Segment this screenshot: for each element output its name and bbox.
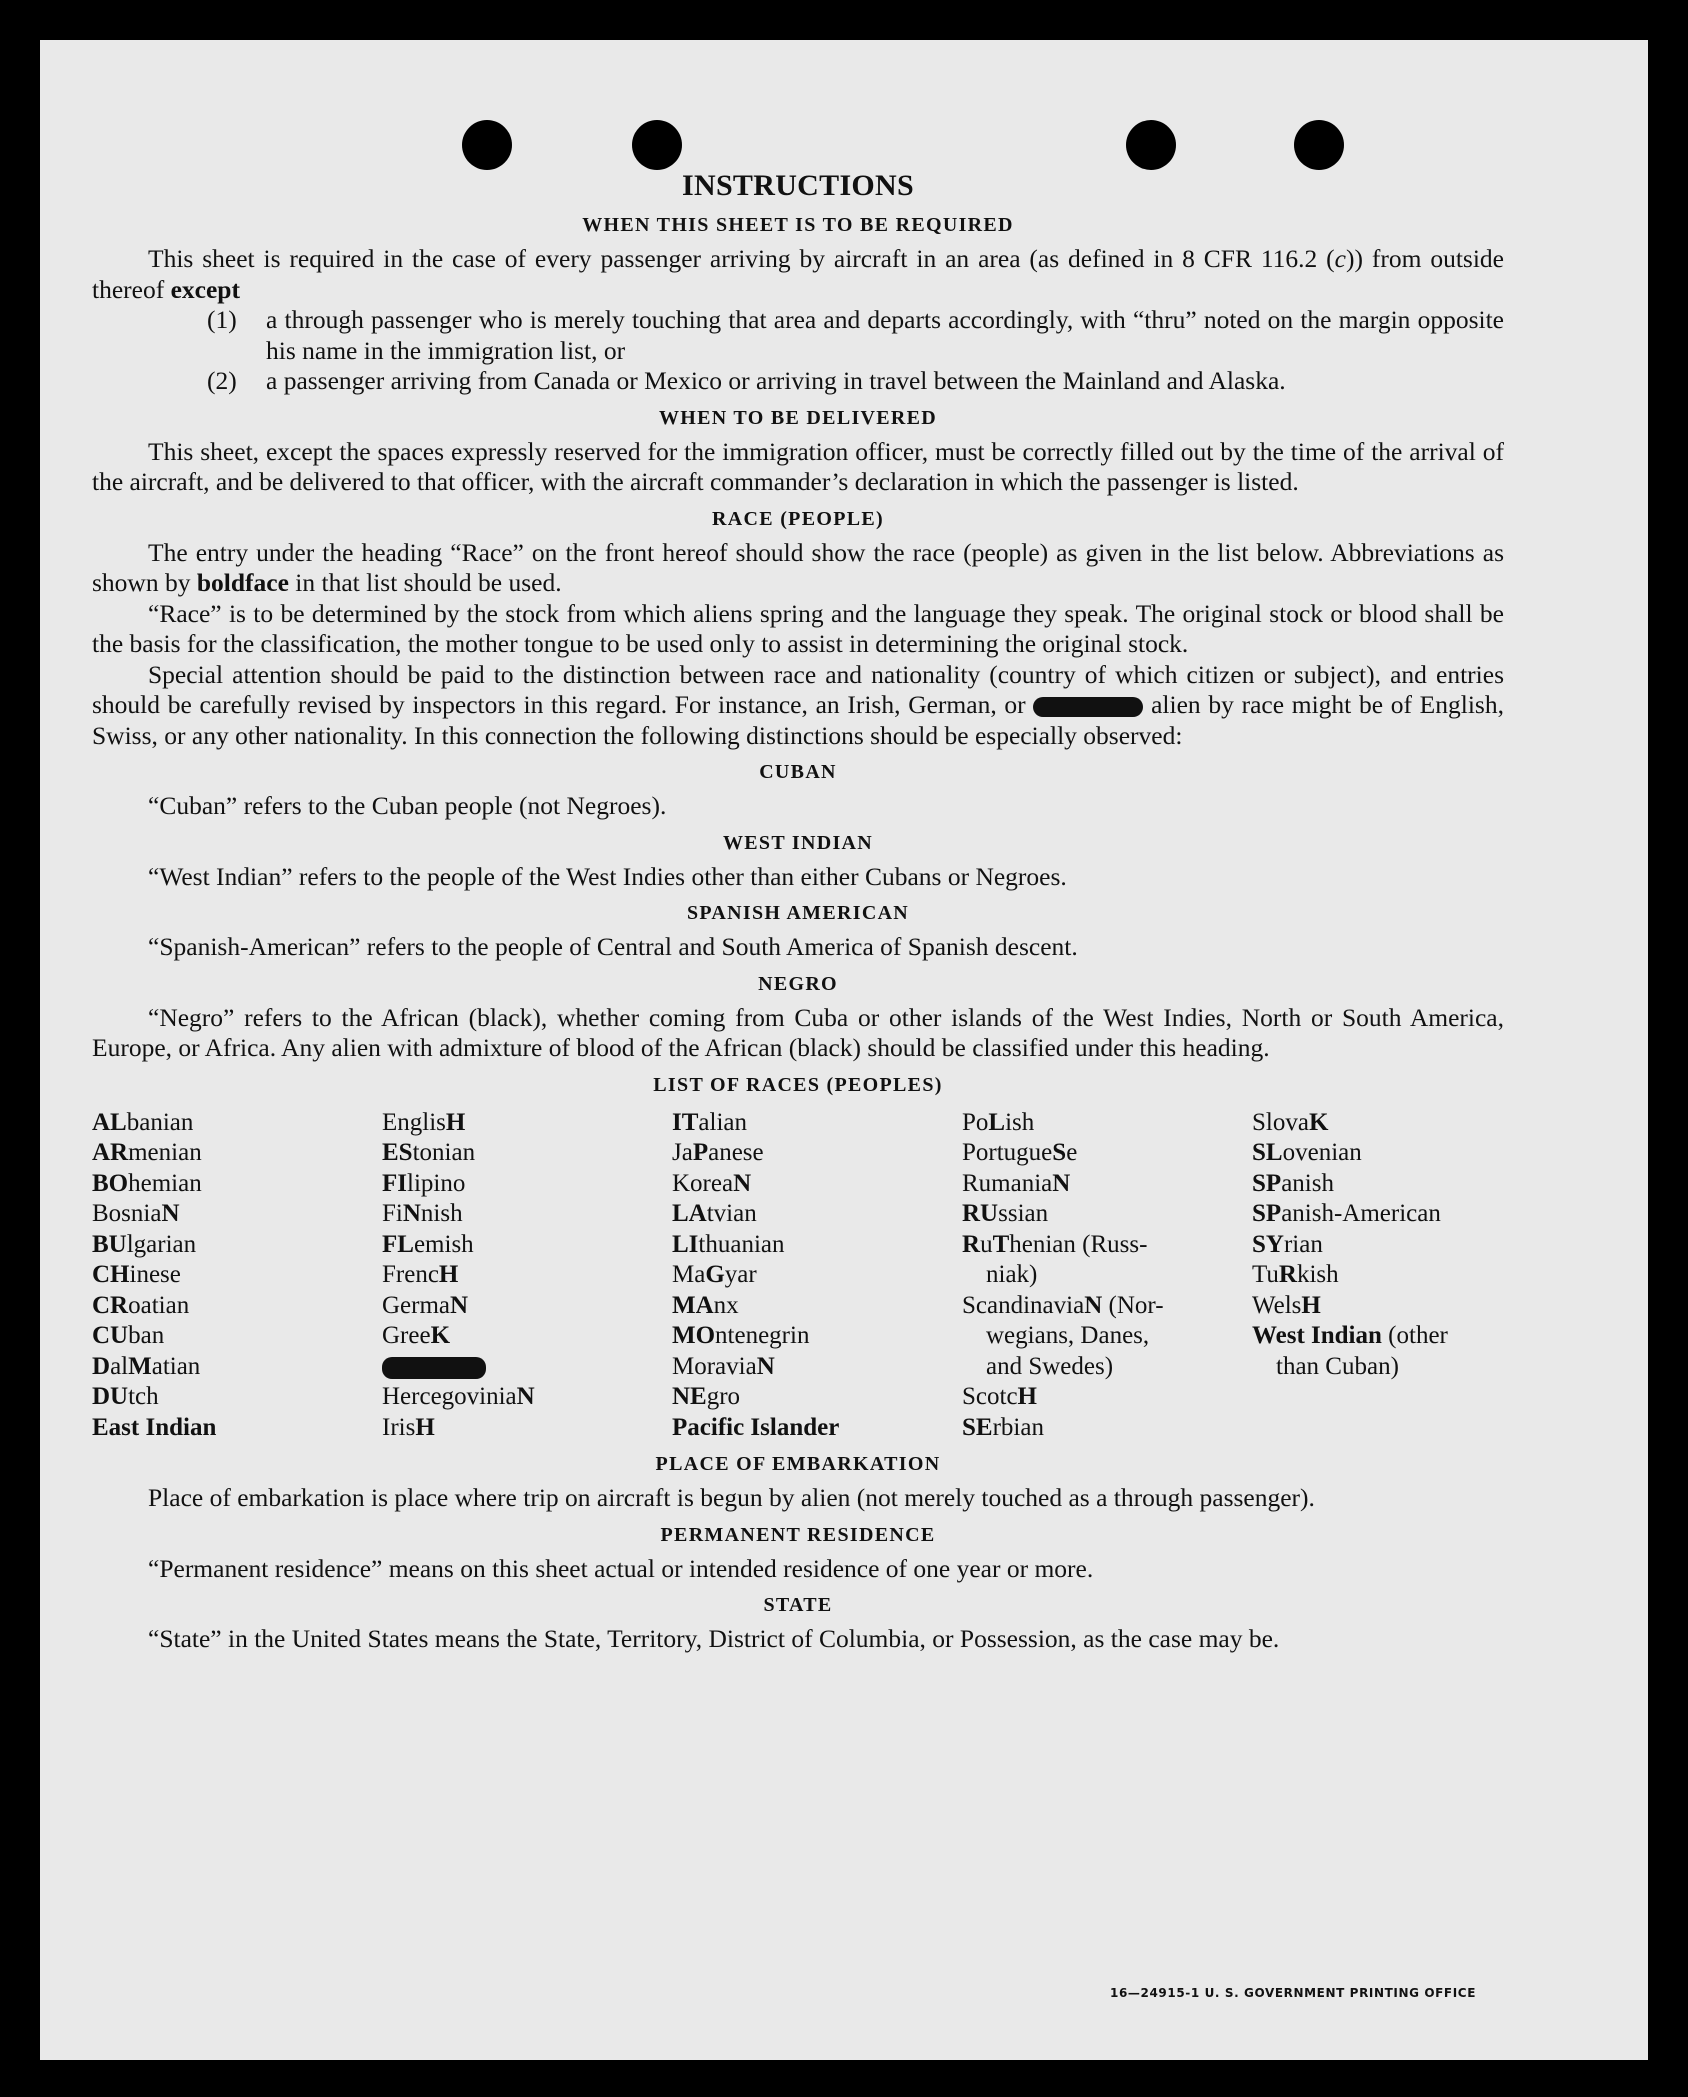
race-entry: SPanish	[1252, 1169, 1334, 1197]
printing-office-footer: 16—24915-1 U. S. GOVERNMENT PRINTING OFFICE	[1110, 1986, 1476, 2000]
race-entry: TuRkish	[1252, 1261, 1339, 1288]
race-entry: DalMatian	[92, 1352, 201, 1380]
race-entry: FrencH	[382, 1261, 459, 1288]
definition-text: “Spanish-American” refers to the people of Central and South America of Spanish descent.	[148, 932, 1078, 961]
instructions-body	[92, 168, 1504, 1655]
race-entry: SlovaK	[1252, 1108, 1329, 1136]
race-entry: KoreaN	[672, 1169, 752, 1197]
section-heading-cuban: CUBAN	[759, 761, 837, 783]
exception-item: (2) a passenger arriving from Canada or Mexico or arriving in travel between the Mainland and Alaska.	[207, 366, 1286, 395]
race-entry: Pacific Islander	[672, 1413, 840, 1441]
definition-text: “West Indian” refers to the people of the West Indies other than either Cubans or Negroes.	[148, 861, 1067, 891]
race-paragraph: The entry under the heading “Race” on the front hereof should show the race (people) as given in the list below. Abbreviations as shown by boldface in that list should be used.	[92, 537, 1504, 597]
race-entry: ScotcH	[962, 1383, 1037, 1410]
race-entry: NEgro	[672, 1383, 741, 1410]
race-column	[92, 1108, 382, 1444]
race-entry: ITalian	[672, 1108, 747, 1136]
race-entry: ALbanian	[92, 1108, 194, 1136]
section-heading-when-delivered: WHEN TO BE DELIVERED	[658, 406, 938, 429]
page-title: INSTRUCTIONS	[682, 169, 914, 202]
race-column	[1252, 1108, 1504, 1444]
document-sheet	[40, 40, 1648, 2060]
race-entry: JaPanese	[672, 1139, 764, 1166]
race-entry-continuation: and Swedes)	[986, 1352, 1114, 1380]
race-entry: FiNnish	[382, 1200, 463, 1227]
section-heading-spanish-american: SPANISH AMERICAN	[686, 902, 910, 924]
race-entry: FLemish	[382, 1230, 474, 1258]
race-entry: EnglisH	[382, 1108, 466, 1136]
embarkation-text: Place of embarkation is place where trip on aircraft is begun by alien (not merely touched as a through passenger).	[148, 1483, 1315, 1512]
race-entry: ARmenian	[92, 1139, 202, 1166]
race-entry: EStonian	[382, 1139, 476, 1166]
race-entry: MAnx	[672, 1291, 739, 1319]
exception-item: (1) a through passenger who is merely touching that area and departs accordingly, with “thru” noted on the margin opposite his name in the immigration list, or	[207, 305, 1504, 365]
race-entry: East Indian	[92, 1413, 217, 1441]
definition-text: “Cuban” refers to the Cuban people (not Negroes).	[148, 791, 667, 820]
punch-hole	[462, 120, 512, 170]
residence-text: “Permanent residence” means on this sheet actual or intended residence of one year or more.	[148, 1553, 1094, 1583]
race-entry: CUban	[92, 1322, 165, 1349]
race-entry: GermaN	[382, 1291, 469, 1319]
punch-hole	[632, 120, 682, 170]
race-entry: PoLish	[962, 1108, 1035, 1136]
race-entry: MoraviaN	[672, 1352, 775, 1380]
race-entry: West Indian (other	[1252, 1322, 1448, 1349]
race-entry: CHinese	[92, 1261, 181, 1288]
race-entry: ScandinaviaN (Nor-	[962, 1291, 1164, 1319]
race-entry: HercegoviniaN	[382, 1383, 535, 1410]
race-column	[962, 1108, 1252, 1444]
race-entry: IrisH	[382, 1413, 435, 1441]
race-entry: PortugueSe	[962, 1139, 1078, 1166]
race-entry: BUlgarian	[92, 1230, 197, 1258]
when-delivered-text: This sheet, except the spaces expressly reserved for the immigration officer, must be correctly filled out by the time of the arrival of the aircraft, and be delivered to that officer, with the aircraft commander’s declaration in which the passenger is listed.	[92, 436, 1504, 496]
race-paragraph: “Race” is to be determined by the stock from which aliens spring and the language they speak. The original stock or blood shall be the basis for the classification, the mother tongue to be used only to assist in determining the original stock.	[92, 598, 1504, 658]
race-column	[672, 1108, 962, 1444]
race-entry: BOhemian	[92, 1169, 202, 1197]
section-heading-race: RACE (PEOPLE)	[712, 507, 884, 530]
race-entry: SErbian	[962, 1413, 1044, 1441]
race-entry: RumaniaN	[962, 1169, 1071, 1197]
punch-hole	[1126, 120, 1176, 170]
race-entry-continuation: niak)	[986, 1261, 1038, 1288]
race-entry: SPanish-American	[1252, 1200, 1441, 1227]
redaction-mark	[1033, 697, 1143, 717]
section-heading-when-required: WHEN THIS SHEET IS TO BE REQUIRED	[582, 214, 1014, 236]
race-entry: SLovenian	[1252, 1139, 1362, 1166]
race-entry: SYrian	[1252, 1230, 1323, 1258]
race-entry: FIlipino	[382, 1169, 466, 1197]
race-entry: LAtvian	[672, 1200, 757, 1227]
race-entry: CRoatian	[92, 1291, 190, 1319]
section-heading-negro: NEGRO	[758, 972, 838, 995]
race-entry: MOntenegrin	[672, 1322, 810, 1349]
race-entry: MaGyar	[672, 1261, 757, 1288]
section-heading-state: STATE	[763, 1594, 833, 1616]
race-entry: WelsH	[1252, 1291, 1321, 1319]
race-entry-continuation: than Cuban)	[1276, 1352, 1399, 1380]
race-entry: RUssian	[962, 1200, 1049, 1227]
section-heading-west-indian: WEST INDIAN	[722, 831, 874, 854]
race-list	[92, 1108, 1504, 1444]
definition-text: “Negro” refers to the African (black), whether coming from Cuba or other islands of the West Indies, North or South America, Europe, or Africa. Any alien with admixture of blood of the African (black) should be classified under this heading.	[92, 1002, 1504, 1062]
race-entry: RuThenian (Russ-	[962, 1230, 1148, 1258]
section-heading-embarkation: PLACE OF EMBARKATION	[655, 1453, 941, 1475]
race-entry-continuation: wegians, Danes,	[986, 1322, 1150, 1349]
redaction-mark	[382, 1357, 486, 1379]
race-paragraph: Special attention should be paid to the distinction between race and nationality (country of which citizen or subject), and entries should be carefully revised by inspectors in this regard. For instance, an Irish, German, or alien by race might be of English, Swiss, or any other nationality. In this connection the following distinctions should be especially observed:	[92, 659, 1504, 750]
race-column	[382, 1108, 672, 1444]
race-entry: BosniaN	[92, 1200, 180, 1227]
race-entry: GreeK	[382, 1322, 451, 1349]
section-heading-list-of-races: LIST OF RACES (PEOPLES)	[653, 1073, 943, 1096]
when-required-intro: This sheet is required in the case of every passenger arriving by aircraft in an area (as defined in 8 CFR 116.2 (c)) from outside thereof except	[92, 244, 1504, 304]
race-entry	[382, 1352, 672, 1383]
race-entry: DUtch	[92, 1383, 159, 1410]
section-heading-residence: PERMANENT RESIDENCE	[660, 1523, 936, 1546]
state-text: “State” in the United States means the State, Territory, District of Columbia, or Possession, as the case may be.	[148, 1624, 1280, 1653]
race-entry: LIthuanian	[672, 1230, 785, 1258]
punch-hole	[1294, 120, 1344, 170]
